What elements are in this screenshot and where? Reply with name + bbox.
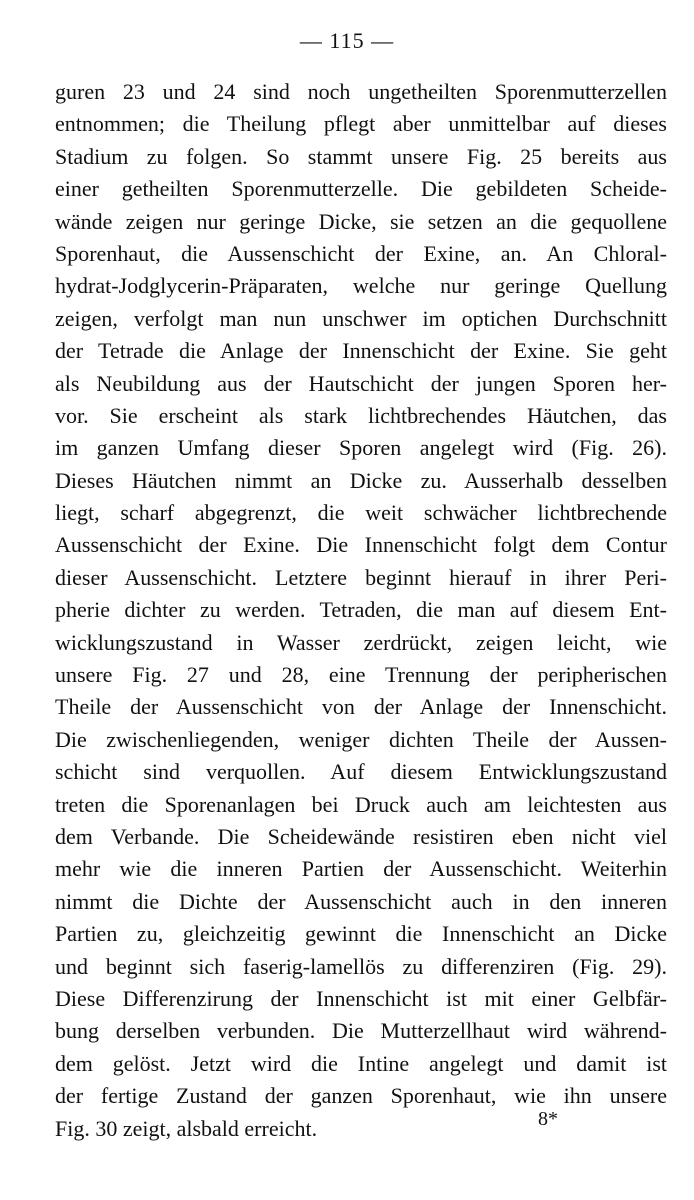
text-line-14: liegt, scharf abgegrenzt, die weit schwächer lichtbrechende (55, 500, 667, 526)
text-line-2: entnommen; die Theilung pflegt aber unmittelbar auf dieses (55, 111, 667, 137)
text-line-12: im ganzen Umfang dieser Sporen angelegt wird (Fig. 26). (55, 435, 667, 461)
text-line-7: hydrat-Jodglycerin-Präparaten, welche nur geringe Quellung (55, 273, 667, 299)
text-line-15: Aussenschicht der Exine. Die Innenschicht folgt dem Contur (55, 532, 667, 558)
text-line-10: als Neubildung aus der Hautschicht der jungen Sporen her- (55, 370, 667, 396)
text-line-19: unsere Fig. 27 und 28, eine Trennung der peripherischen (55, 662, 667, 688)
text-line-21: Die zwischenliegenden, weniger dichten Theile der Aussen- (55, 726, 667, 752)
text-line-8: zeigen, verfolgt man nun unschwer im optichen Durchschnitt (55, 305, 667, 331)
text-line-24: dem Verbande. Die Scheidewände resistiren eben nicht viel (55, 823, 667, 849)
text-line-32: der fertige Zustand der ganzen Sporenhaut, wie ihn unsere (55, 1083, 667, 1109)
text-line-16: dieser Aussenschicht. Letztere beginnt hierauf in ihrer Peri- (55, 564, 667, 590)
printer-signature-mark: 8* (538, 1108, 558, 1130)
text-line-4: einer getheilten Sporenmutterzelle. Die gebildeten Scheide- (55, 176, 667, 202)
text-line-1: guren 23 und 24 sind noch ungetheilten Sporenmutterzellen (55, 79, 667, 104)
text-line-18: wicklungszustand in Wasser zerdrückt, zeigen leicht, wie (55, 629, 667, 655)
text-line-28: und beginnt sich faserig-lamellös zu differenziren (Fig. 29). (55, 953, 667, 979)
text-line-30: bung derselben verbunden. Die Mutterzellhaut wird während- (55, 1018, 667, 1044)
page-number-header: — 115 — (299, 28, 395, 53)
text-line-9: der Tetrade die Anlage der Innenschicht der Exine. Sie geht (55, 338, 667, 364)
text-line-13: Dieses Häutchen nimmt an Dicke zu. Ausserhalb desselben (55, 467, 667, 493)
text-line-6: Sporenhaut, die Aussenschicht der Exine, an. An Chloral- (55, 240, 667, 266)
text-line-25: mehr wie die inneren Partien der Aussenschicht. Weiterhin (55, 856, 667, 882)
text-line-27: Partien zu, gleichzeitig gewinnt die Innenschicht an Dicke (55, 921, 667, 947)
text-line-31: dem gelöst. Jetzt wird die Intine angelegt und damit ist (55, 1050, 667, 1076)
text-line-29: Diese Differenzirung der Innenschicht ist mit einer Gelbfär- (55, 985, 667, 1011)
text-line-5: wände zeigen nur geringe Dicke, sie setzen an die gequollene (55, 208, 667, 234)
text-line-3: Stadium zu folgen. So stammt unsere Fig. 25 bereits aus (55, 143, 667, 169)
text-line-22: schicht sind verquollen. Auf diesem Entwicklungszustand (55, 759, 667, 785)
text-line-23: treten die Sporenanlagen bei Druck auch am leichtesten aus (55, 791, 667, 817)
text-line-20: Theile der Aussenschicht von der Anlage der Innenschicht. (55, 694, 667, 720)
text-line-33: Fig. 30 zeigt, alsbald erreicht. (55, 1115, 318, 1141)
text-line-17: pherie dichter zu werden. Tetraden, die man auf diesem Ent- (55, 597, 667, 623)
text-line-26: nimmt die Dichte der Aussenschicht auch in den inneren (55, 888, 667, 914)
body-text (55, 76, 667, 1145)
text-line-11: vor. Sie erscheint als stark lichtbrechendes Häutchen, das (55, 402, 667, 428)
